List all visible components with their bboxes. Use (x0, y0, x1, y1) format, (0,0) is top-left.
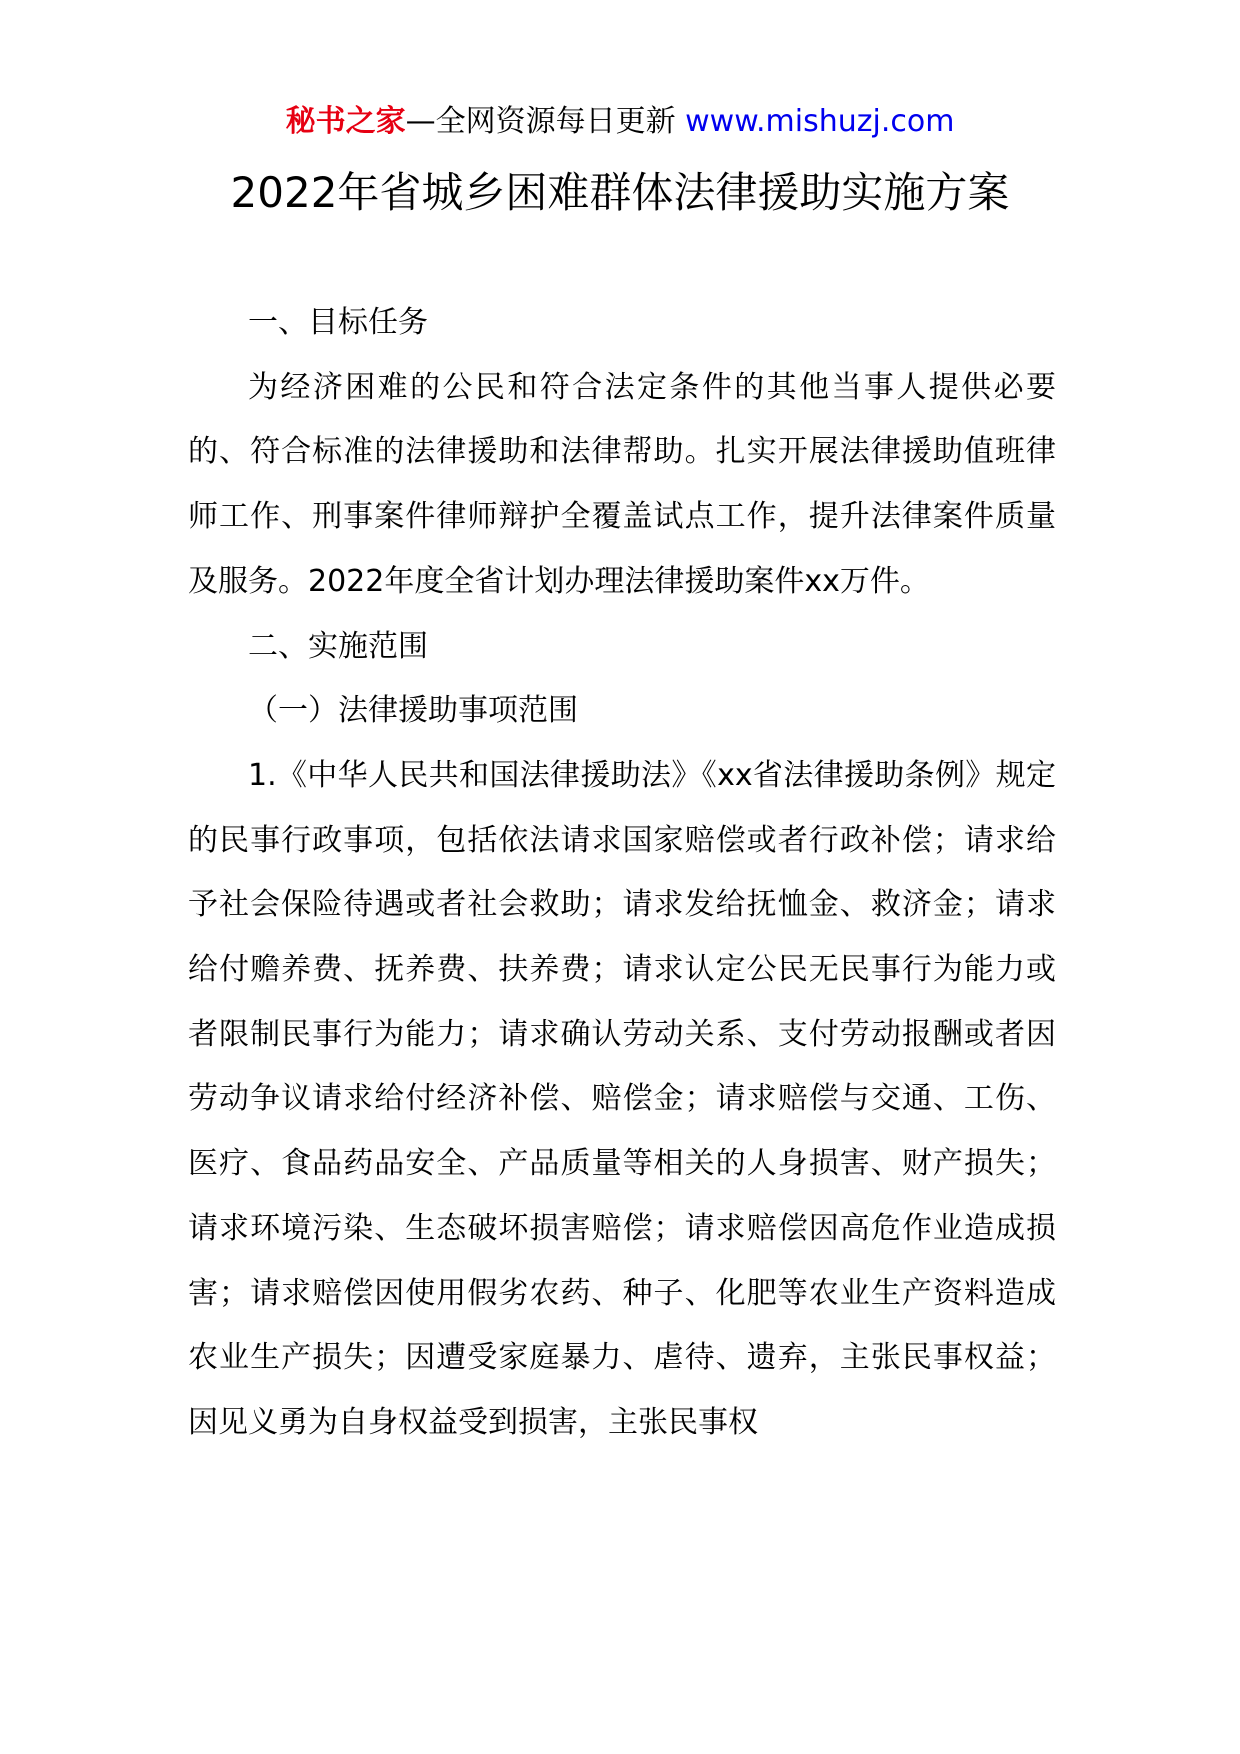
paragraph-goals: 为经济困难的公民和符合法定条件的其他当事人提供必要的、符合标准的法律援助和法律帮助。扎实开展法律援助值班律师工作、刑事案件律师辩护全覆盖试点工作，提升法律案件质量及服务。2022年度全省计划办理法律援助案件xx万件。 (188, 369, 1056, 599)
banner-slogan: —全网资源每日更新 (405, 104, 676, 139)
document-title: 2022年省城乡困难群体法律援助实施方案 (230, 168, 1010, 217)
section-heading-goals: 一、目标任务 (248, 305, 428, 340)
site-url-link[interactable]: www.mishuzj.com (685, 104, 955, 139)
section-heading-scope: 二、实施范围 (248, 628, 428, 664)
paragraph-matters: 1.《中华人民共和国法律援助法》《xx省法律援助条例》规定的民事行政事项，包括依法请求国家赔偿或者行政补偿；请求给予社会保险待遇或者社会救助；请求发给抚恤金、救济金；请求给付赡养费、抚养费、扶养费；请求认定公民无民事行为能力或者限制民事行为能力；请求确认劳动关系、支付劳动报酬或者因劳动争议请求给付经济补偿、赔偿金；请求赔偿与交通、工伤、医疗、食品药品安全、产品质量等相关的人身损害、财产损失；请求环境污染、生态破坏损害赔偿；请求赔偿因高危作业造成损害；请求赔偿因使用假劣农药、种子、化肥等农业生产资料造成农业生产损失；因遭受家庭暴力、虐待、遗弃，主张民事权益；因见义勇为自身权益受到损害，主张民事权 (188, 757, 1056, 1440)
site-banner (0, 102, 1240, 142)
subsection-heading-matters: （一）法律援助事项范围 (248, 693, 578, 729)
document-body (188, 291, 1056, 1456)
brand-name: 秘书之家 (285, 104, 406, 139)
